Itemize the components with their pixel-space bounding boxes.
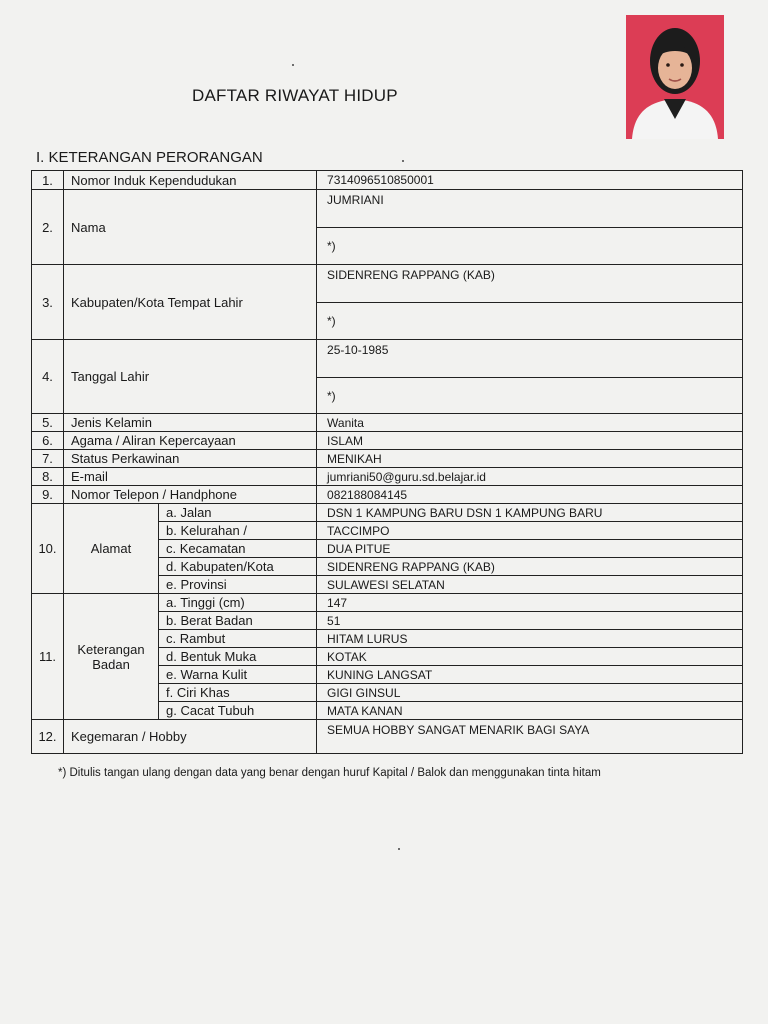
row-number: 2.: [32, 190, 64, 265]
sub-field-value: HITAM LURUS: [317, 630, 743, 648]
sub-field-label: c. Kecamatan: [159, 540, 317, 558]
group-label: Alamat: [64, 504, 159, 594]
field-value: jumriani50@guru.sd.belajar.id: [317, 468, 743, 486]
sub-field-label: d. Bentuk Muka: [159, 648, 317, 666]
row-number: 5.: [32, 414, 64, 432]
sub-field-value: GIGI GINSUL: [317, 684, 743, 702]
row-alamat: [32, 504, 743, 522]
document-title: DAFTAR RIWAYAT HIDUP: [192, 86, 398, 105]
group-label-line: Badan: [92, 656, 130, 672]
row-number: 9.: [32, 486, 64, 504]
sub-field-value: SULAWESI SELATAN: [317, 576, 743, 594]
field-label: Nomor Induk Kependudukan: [64, 171, 317, 190]
sub-field-label: g. Cacat Tubuh: [159, 702, 317, 720]
section-heading: I. KETERANGAN PERORANGAN: [36, 149, 263, 166]
scan-speck: [402, 160, 404, 162]
field-value: SIDENRENG RAPPANG (KAB): [317, 265, 743, 303]
field-value: Wanita: [317, 414, 743, 432]
scan-speck: [398, 848, 400, 850]
sub-field-label: c. Rambut: [159, 630, 317, 648]
sub-field-value: MATA KANAN: [317, 702, 743, 720]
field-label: E-mail: [64, 468, 317, 486]
row-number: 6.: [32, 432, 64, 450]
person-photo-icon: [626, 15, 724, 139]
field-value: ISLAM: [317, 432, 743, 450]
sub-field-label: e. Warna Kulit: [159, 666, 317, 684]
row-telepon: [32, 486, 743, 504]
row-email: [32, 468, 743, 486]
field-value-handwritten: *): [317, 378, 743, 414]
field-label: Tanggal Lahir: [64, 340, 317, 414]
row-number: 7.: [32, 450, 64, 468]
row-number: 4.: [32, 340, 64, 414]
sub-field-label: a. Tinggi (cm): [159, 594, 317, 612]
scan-speck: [292, 64, 294, 66]
row-number: 10.: [32, 504, 64, 594]
field-label: Agama / Aliran Kepercayaan: [64, 432, 317, 450]
row-jenis-kelamin: [32, 414, 743, 432]
field-value: 7314096510850001: [317, 171, 743, 190]
sub-field-value: 147: [317, 594, 743, 612]
field-label: Nomor Telepon / Handphone: [64, 486, 317, 504]
sub-field-label: d. Kabupaten/Kota: [159, 558, 317, 576]
row-nik: [32, 171, 743, 190]
sub-field-value: KUNING LANGSAT: [317, 666, 743, 684]
row-tempat-lahir: [32, 265, 743, 303]
field-value-handwritten: *): [317, 228, 743, 265]
row-number: 11.: [32, 594, 64, 720]
field-value-handwritten: *): [317, 303, 743, 340]
row-tanggal-lahir: [32, 340, 743, 378]
row-status: [32, 450, 743, 468]
sub-field-label: e. Provinsi: [159, 576, 317, 594]
field-value: 25-10-1985: [317, 340, 743, 378]
sub-field-value: DSN 1 KAMPUNG BARU DSN 1 KAMPUNG BARU: [317, 504, 743, 522]
sub-field-label: b. Berat Badan: [159, 612, 317, 630]
field-value: SEMUA HOBBY SANGAT MENARIK BAGI SAYA: [317, 720, 743, 754]
group-label: [64, 594, 159, 720]
field-label: Kegemaran / Hobby: [64, 720, 317, 754]
field-label: Kabupaten/Kota Tempat Lahir: [64, 265, 317, 340]
profile-photo: [626, 15, 724, 139]
sub-field-label: b. Kelurahan /: [159, 522, 317, 540]
sub-field-value: TACCIMPO: [317, 522, 743, 540]
row-hobby: [32, 720, 743, 754]
sub-field-value: KOTAK: [317, 648, 743, 666]
row-keterangan-badan: [32, 594, 743, 612]
field-value: MENIKAH: [317, 450, 743, 468]
row-nama: [32, 190, 743, 228]
sub-field-label: a. Jalan: [159, 504, 317, 522]
personal-info-table: [31, 170, 743, 754]
row-number: 8.: [32, 468, 64, 486]
sub-field-label: f. Ciri Khas: [159, 684, 317, 702]
field-label: Jenis Kelamin: [64, 414, 317, 432]
row-agama: [32, 432, 743, 450]
group-label-line: Keterangan: [77, 641, 145, 657]
row-number: 12.: [32, 720, 64, 754]
field-label: Status Perkawinan: [64, 450, 317, 468]
field-label: Nama: [64, 190, 317, 265]
footnote: *) Ditulis tangan ulang dengan data yang benar dengan huruf Kapital / Balok dan menggunakan tinta hitam: [58, 767, 601, 779]
row-number: 3.: [32, 265, 64, 340]
sub-field-value: DUA PITUE: [317, 540, 743, 558]
sub-field-value: SIDENRENG RAPPANG (KAB): [317, 558, 743, 576]
field-value: JUMRIANI: [317, 190, 743, 228]
sub-field-value: 51: [317, 612, 743, 630]
field-value: 082188084145: [317, 486, 743, 504]
row-number: 1.: [32, 171, 64, 190]
